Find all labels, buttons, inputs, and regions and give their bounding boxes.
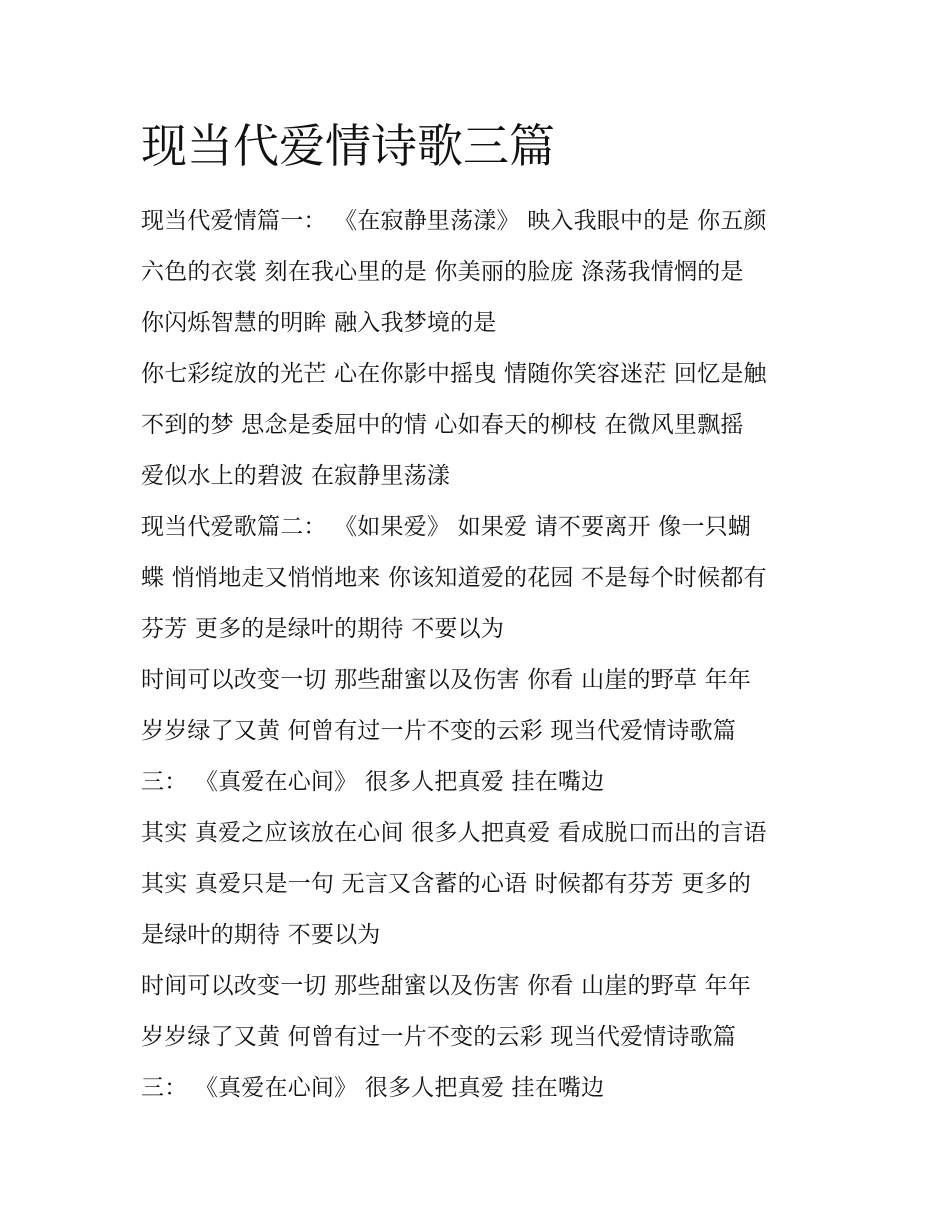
body-line: 现当代爱歌篇二： 《如果爱》 如果爱 请不要离开 像一只蝴 [141, 514, 752, 540]
body-line: 你七彩绽放的光芒 心在你影中摇曳 情随你笑容迷茫 回忆是触 [141, 361, 767, 387]
document-title: 现当代爱情诗歌三篇 [141, 119, 555, 173]
body-line: 蝶 悄悄地走又悄悄地来 你该知道爱的花园 不是每个时候都有 [141, 565, 767, 591]
body-line: 岁岁绿了又黄 何曾有过一片不变的云彩 现当代爱情诗歌篇 [141, 718, 737, 744]
body-line: 现当代爱情篇一： 《在寂静里荡漾》 映入我眼中的是 你五颜 [141, 208, 767, 234]
body-line: 你闪烁智慧的明眸 融入我梦境的是 [141, 310, 497, 336]
body-line: 六色的衣裳 刻在我心里的是 你美丽的脸庞 涤荡我情惘的是 [141, 259, 744, 285]
body-line: 岁岁绿了又黄 何曾有过一片不变的云彩 现当代爱情诗歌篇 [141, 1024, 737, 1050]
body-line: 三： 《真爱在心间》 很多人把真爱 挂在嘴边 [141, 1075, 605, 1101]
body-line: 时间可以改变一切 那些甜蜜以及伤害 你看 山崖的野草 年年 [141, 667, 752, 693]
body-line: 其实 真爱只是一句 无言又含蓄的心语 时候都有芬芳 更多的 [141, 871, 752, 897]
body-line: 三： 《真爱在心间》 很多人把真爱 挂在嘴边 [141, 769, 605, 795]
body-line: 芬芳 更多的是绿叶的期待 不要以为 [141, 616, 505, 642]
body-line: 是绿叶的期待 不要以为 [141, 922, 381, 948]
body-line: 时间可以改变一切 那些甜蜜以及伤害 你看 山崖的野草 年年 [141, 973, 752, 999]
body-line: 爱似水上的碧波 在寂静里荡漾 [141, 463, 451, 489]
document-body [141, 196, 831, 1114]
body-line: 其实 真爱之应该放在心间 很多人把真爱 看成脱口而出的言语 [141, 820, 767, 846]
body-line: 不到的梦 思念是委屈中的情 心如春天的柳枝 在微风里飘摇 [141, 412, 744, 438]
